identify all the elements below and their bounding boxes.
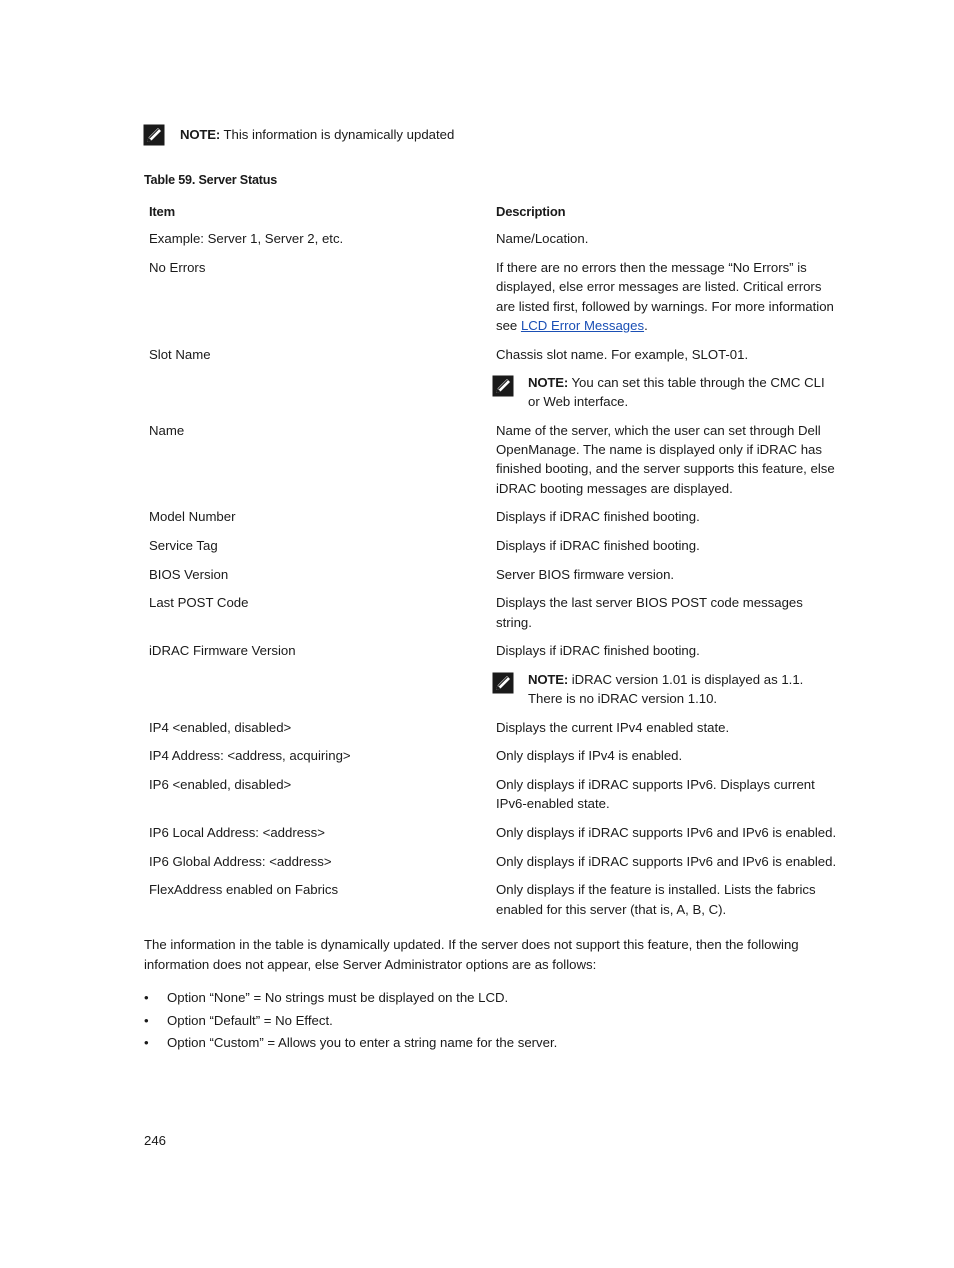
table-row — [143, 718, 843, 747]
table-row — [143, 565, 843, 594]
description-text: Chassis slot name. For example, SLOT-01. — [496, 346, 749, 362]
description-text: Server BIOS firmware version. — [496, 566, 675, 582]
description-text: Displays if iDRAC finished booting. — [496, 538, 700, 554]
server-status-table — [143, 202, 843, 928]
note-body: iDRAC version 1.01 is displayed as 1.1. There is no iDRAC version 1.10. — [528, 671, 804, 707]
description-text: If there are no errors then the message “No Errors” is displayed, else error messages are listed. Critical errors are listed first, followed by warnings. For more information see — [496, 259, 834, 333]
description-text: Displays if iDRAC finished booting. — [496, 643, 700, 659]
table-caption: Table 59. Server Status — [144, 173, 278, 187]
note-body: This information is dynamically updated — [220, 127, 455, 142]
description-text: Only displays if iDRAC supports IPv6 and IPv6 is enabled. — [496, 825, 837, 841]
list-item-text: Option “None” = No strings must be displayed on the LCD. — [167, 990, 509, 1005]
row-item: IP4 <enabled, disabled> — [149, 719, 292, 735]
description-text: Only displays if iDRAC supports IPv6. Displays current IPv6-enabled state. — [496, 777, 815, 812]
body-paragraph: The information in the table is dynamically updated. If the server does not support this feature, then the following information does not appear, else Server Administrator options are as follows: — [144, 937, 799, 972]
row-item: No Errors — [149, 259, 206, 275]
description-text: Name/Location. — [496, 231, 589, 247]
row-description — [490, 421, 843, 508]
list-item — [144, 1032, 557, 1055]
row-description — [490, 593, 843, 641]
bullet-glyph: • — [144, 990, 149, 1005]
column-header-item: Item — [149, 204, 175, 219]
row-note — [496, 670, 837, 709]
row-description — [490, 258, 843, 345]
description-text: Only displays if iDRAC supports IPv6 and IPv6 is enabled. — [496, 853, 837, 869]
top-note-text — [180, 125, 454, 145]
description-suffix: . — [644, 317, 648, 333]
row-description — [490, 229, 843, 258]
table-row — [143, 229, 843, 258]
description-text: Displays if iDRAC finished booting. — [496, 509, 700, 525]
row-item: Last POST Code — [149, 595, 249, 611]
column-header-description: Description — [496, 204, 566, 219]
description-text: Displays the last server BIOS POST code messages string. — [496, 595, 803, 630]
note-label: NOTE: — [180, 127, 221, 142]
row-description — [490, 641, 843, 717]
row-description — [490, 507, 843, 536]
row-item: IP6 Local Address: <address> — [149, 825, 325, 841]
row-item: Name — [149, 422, 185, 438]
list-item-text: Option “Default” = No Effect. — [167, 1012, 333, 1028]
note-pencil-icon — [143, 124, 165, 146]
row-description — [490, 880, 843, 928]
bullet-glyph: • — [144, 1035, 149, 1051]
row-item: IP6 Global Address: <address> — [149, 853, 332, 869]
bullet-glyph: • — [144, 1012, 149, 1028]
row-item: BIOS Version — [149, 566, 229, 582]
table-row — [143, 880, 843, 928]
description-text: Displays the current IPv4 enabled state. — [496, 719, 730, 735]
row-item: Service Tag — [149, 538, 218, 554]
page-number: 246 — [144, 1133, 167, 1148]
row-note-text — [528, 373, 837, 412]
row-item: IP4 Address: <address, acquiring> — [149, 748, 351, 764]
table-row — [143, 536, 843, 565]
row-item: Model Number — [149, 509, 236, 525]
description-text: Name of the server, which the user can set through Dell OpenManage. The name is displayed only if iDRAC has finished booting, and the server supports this feature, else iDRAC booting messages are displayed. — [496, 422, 835, 496]
row-item: Example: Server 1, Server 2, etc. — [149, 231, 344, 247]
list-item — [144, 1010, 557, 1033]
row-note-text — [528, 670, 837, 709]
description-text: Only displays if the feature is installed. Lists the fabrics enabled for this server (that is, A, B, C). — [496, 882, 816, 917]
row-description — [490, 718, 843, 747]
row-item: Slot Name — [149, 346, 211, 362]
note-pencil-icon — [492, 672, 514, 694]
row-description — [490, 823, 843, 852]
table-row — [143, 345, 843, 421]
row-description — [490, 775, 843, 823]
table-row — [143, 421, 843, 508]
row-description — [490, 345, 843, 421]
row-description — [490, 852, 843, 881]
table-row — [143, 823, 843, 852]
options-list — [144, 987, 557, 1055]
table-row — [143, 507, 843, 536]
table-row — [143, 641, 843, 717]
table-row — [143, 775, 843, 823]
description-text: Only displays if IPv4 is enabled. — [496, 748, 683, 764]
table-row — [143, 593, 843, 641]
row-item: iDRAC Firmware Version — [149, 643, 296, 659]
row-note — [496, 373, 837, 412]
table-row — [143, 852, 843, 881]
note-label: NOTE: — [528, 374, 569, 390]
row-item: FlexAddress enabled on Fabrics — [149, 882, 339, 898]
note-pencil-icon — [492, 375, 514, 397]
row-description — [490, 746, 843, 775]
note-label: NOTE: — [528, 671, 569, 687]
table-header-row — [143, 202, 843, 229]
row-item: IP6 <enabled, disabled> — [149, 777, 292, 793]
row-description — [490, 565, 843, 594]
list-item-text: Option “Custom” = Allows you to enter a string name for the server. — [167, 1035, 558, 1051]
row-description — [490, 536, 843, 565]
table-row — [143, 258, 843, 345]
table-row — [143, 746, 843, 775]
lcd-error-messages-link[interactable]: LCD Error Messages — [520, 317, 645, 333]
top-note — [143, 124, 454, 146]
list-item — [144, 987, 557, 1010]
note-body: You can set this table through the CMC CLI or Web interface. — [528, 374, 825, 410]
